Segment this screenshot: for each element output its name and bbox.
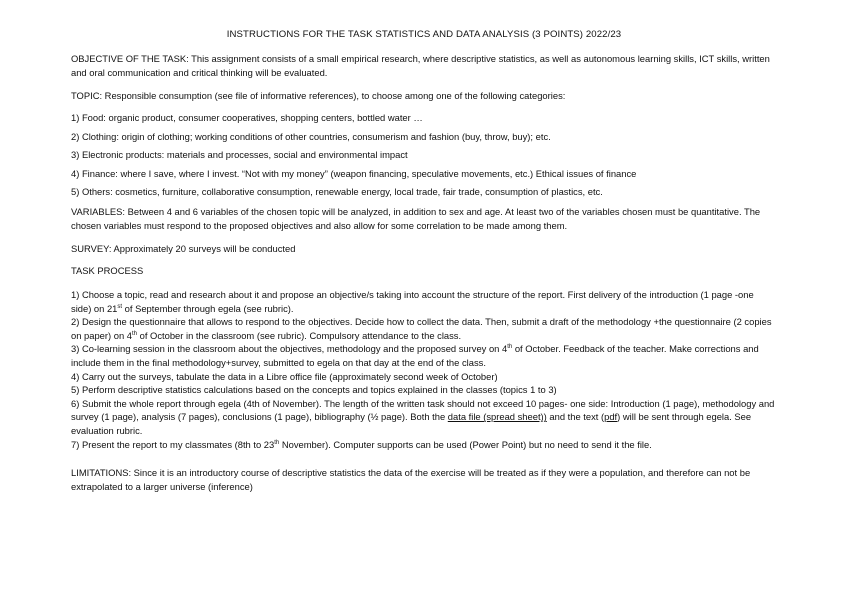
step-text: November). Computer supports can be used (Power Point) but no need to send it the file. <box>279 438 652 450</box>
category-item: 4) Finance: where I save, where I invest. “Not with my money” (weapon financing, speculative movements, etc.) Ethical issues of finance <box>71 168 637 179</box>
step-text: of October. Feedback of the teacher. Make corrections and include them in the final methodology+survey, submitted to egela on that day at the end of the class. <box>71 343 759 368</box>
step-7 <box>71 438 776 452</box>
category-item: 3) Electronic products: materials and processes, social and environmental impact <box>71 149 408 160</box>
step-5: 5) Perform descriptive statistics calculations based on the concepts and topics explained in the classes (topics 1 to 3) <box>71 384 557 396</box>
step-text: and the text ( <box>546 411 605 423</box>
task-steps <box>71 288 776 451</box>
ordinal-suffix: th <box>131 330 137 337</box>
step-1 <box>71 288 776 315</box>
category-item: 2) Clothing: origin of clothing; working conditions of other countries, consumerism and fashion (buy, throw, buy); etc. <box>71 131 551 142</box>
step-text: 6) Submit the whole report through egela (4th of November). The length of the written task should not exceed 10 pages- one side: Introduction (1 page), methodology and survey (1 page), analysis (7 pages), conclusions (1 page), bibliography (½ page). Both the <box>71 397 775 423</box>
step-3 <box>71 342 776 369</box>
category-item: 5) Others: cosmetics, furniture, collaborative consumption, renewable energy, local trade, fair trade, consumption of plastics, etc. <box>71 186 603 197</box>
ordinal-suffix: th <box>507 344 513 351</box>
category-item: 1) Food: organic product, consumer cooperatives, shopping centers, bottled water … <box>71 112 423 123</box>
step-6 <box>71 397 776 438</box>
ordinal-suffix: st <box>117 303 123 310</box>
objective-paragraph: OBJECTIVE OF THE TASK: This assignment consists of a small empirical research, where descriptive statistics, as well as autonomous learning skills, ICT skills, written and oral communication and critical thinking will be evaluated. <box>71 53 770 78</box>
topic-paragraph: TOPIC: Responsible consumption (see file of informative references), to choose among one of the following categories: <box>71 90 566 101</box>
survey-paragraph: SURVEY: Approximately 20 surveys will be conducted <box>71 243 296 254</box>
step-text: ) will be sent through egela. See evaluation rubric. <box>71 411 752 436</box>
step-text: 7) Present the report to my classmates (8th to 23 <box>71 438 275 450</box>
document-title: INSTRUCTIONS FOR THE TASK STATISTICS AND DATA ANALYSIS (3 POINTS) 2022/23 <box>226 29 622 40</box>
step-2 <box>71 315 776 342</box>
variables-paragraph: VARIABLES: Between 4 and 6 variables of the chosen topic will be analyzed, in addition to sex and age. At least two of the variables chosen must be quantitative. The chosen variables must respond to the proposed objectives and also allow for some correlation to be made among them. <box>71 206 761 231</box>
data-file-link[interactable]: data file (spread sheet)) <box>447 411 547 423</box>
pdf-link[interactable]: pdf <box>604 411 618 423</box>
step-text: of September through egela (see rubric). <box>122 302 294 314</box>
limitations-paragraph: LIMITATIONS: Since it is an introductory course of descriptive statistics the data of the exercise will be treated as if they were a population, and therefore can not be extrapolated to a larger universe (inference) <box>71 467 751 492</box>
step-text: of October in the classroom (see rubric). Compulsory attendance to the class. <box>137 329 462 341</box>
step-4: 4) Carry out the surveys, tabulate the data in a Libre office file (approximately second week of October) <box>71 370 498 382</box>
step-text: 3) Co-learning session in the classroom about the objectives, methodology and the proposed survey on 4 <box>71 343 508 355</box>
step-text: 1) Choose a topic, read and research about it and propose an objective/s taking into account the structure of the report. First delivery of the introduction (1 page -one side) on 21 <box>71 289 754 314</box>
ordinal-suffix: th <box>274 439 280 446</box>
task-process-heading: TASK PROCESS <box>71 265 144 276</box>
step-text: 2) Design the questionnaire that allows to respond to the objectives. Decide how to collect the data. Then, submit a draft of the methodology +the questionnaire (2 copies on paper) on 4 <box>71 316 772 341</box>
